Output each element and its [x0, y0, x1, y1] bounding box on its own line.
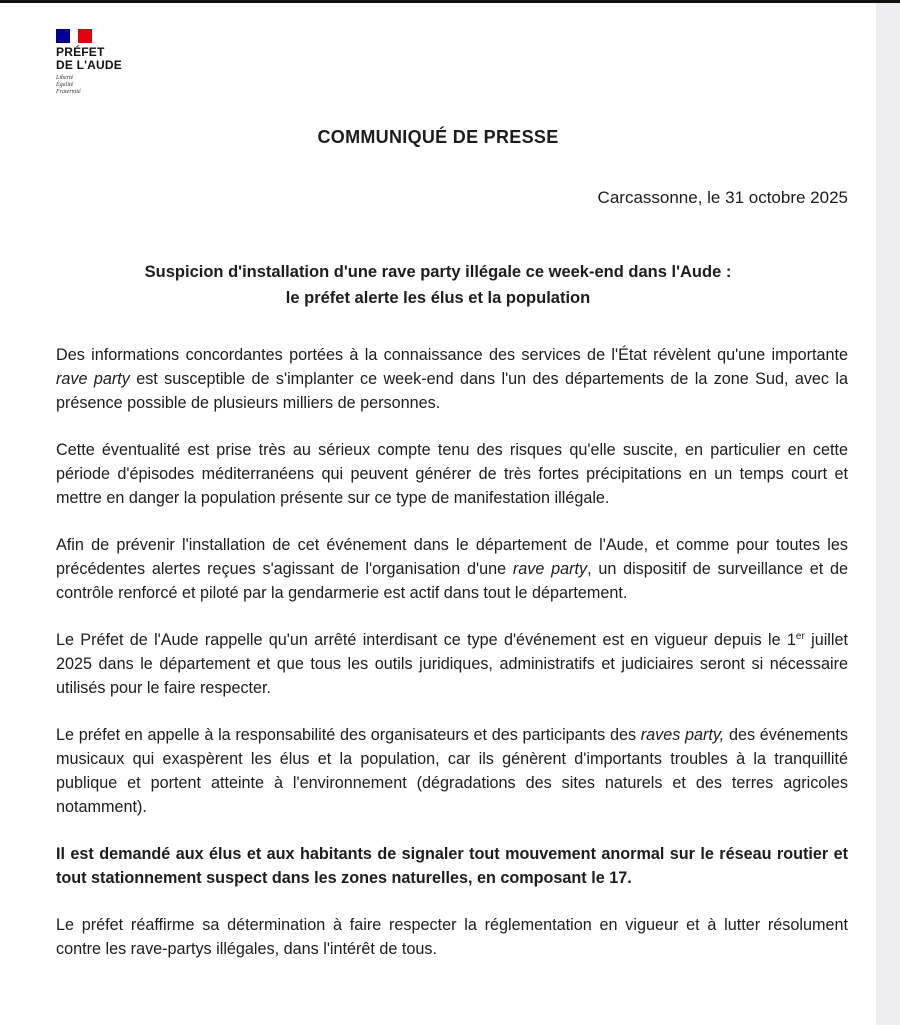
document-body: [56, 343, 848, 984]
republic-motto: [56, 75, 122, 96]
paragraph-5: Le préfet en appelle à la responsabilité des organisateurs et des participants des raves party, des événements musicaux qui exaspèrent les élus et la population, car ils génèrent d'importants troubles à la tranquillité publique et portent atteinte à l'environnement (dégradations des sites naturels et des terres agricoles notamment).: [56, 726, 848, 816]
prefecture-line-1: PRÉFET: [56, 45, 105, 59]
subject-line-2: le préfet alerte les élus et la population: [285, 289, 591, 307]
paragraph-3: Afin de prévenir l'installation de cet événement dans le département de l'Aude, et comme pour toutes les précédentes alertes reçues s'agissant de l'organisation d'une rave party, un dispositif de surveillance et de contrôle renforcé et piloté par la gendarmerie est actif dans tout le département.: [56, 536, 848, 602]
prefecture-logo: [56, 29, 122, 96]
motto-fraternite: Fraternité: [56, 89, 81, 95]
paragraph-1: Des informations concordantes portées à la connaissance des services de l'État révèlent qu'une importante rave party est susceptible de s'implanter ce week-end dans l'un des départements de la zone Sud, avec la présence possible de plusieurs milliers de personnes.: [56, 346, 848, 412]
paragraph-4: Le Préfet de l'Aude rappelle qu'un arrêté interdisant ce type d'événement est en vigueur depuis le 1er juillet 2025 dans le département et que tous les outils juridiques, administratifs et judiciaires seront si nécessaire utilisés pour le faire respecter.: [56, 631, 848, 697]
marianne-flag-icon: [56, 29, 92, 43]
motto-egalite: Égalité: [56, 82, 74, 88]
paragraph-7: Le préfet réaffirme sa détermination à faire respecter la réglementation en vigueur et à lutter résolument contre les rave-partys illégales, dans l'intérêt de tous.: [56, 916, 848, 958]
paragraph-6-call-to-action: Il est demandé aux élus et aux habitants de signaler tout mouvement anormal sur le réseau routier et tout stationnement suspect dans les zones naturelles, en composant le 17.: [56, 845, 848, 887]
prefecture-name: [56, 46, 122, 72]
document-title: COMMUNIQUÉ DE PRESSE: [317, 127, 559, 147]
motto-liberte: Liberté: [56, 75, 74, 81]
paragraph-2: Cette éventualité est prise très au sérieux compte tenu des risques qu'elle suscite, en particulier en cette période d'épisodes méditerranéens qui peuvent générer de très fortes précipitations en un temps court et mettre en danger la population présente sur ce type de manifestation illégale.: [56, 441, 848, 507]
press-release-page: [0, 3, 876, 1025]
prefecture-line-2: DE L'AUDE: [56, 58, 122, 72]
subject-line-1: Suspicion d'installation d'une rave party illégale ce week-end dans l'Aude :: [144, 263, 732, 281]
document-date: Carcassonne, le 31 octobre 2025: [597, 188, 848, 207]
document-subject: [0, 259, 876, 311]
